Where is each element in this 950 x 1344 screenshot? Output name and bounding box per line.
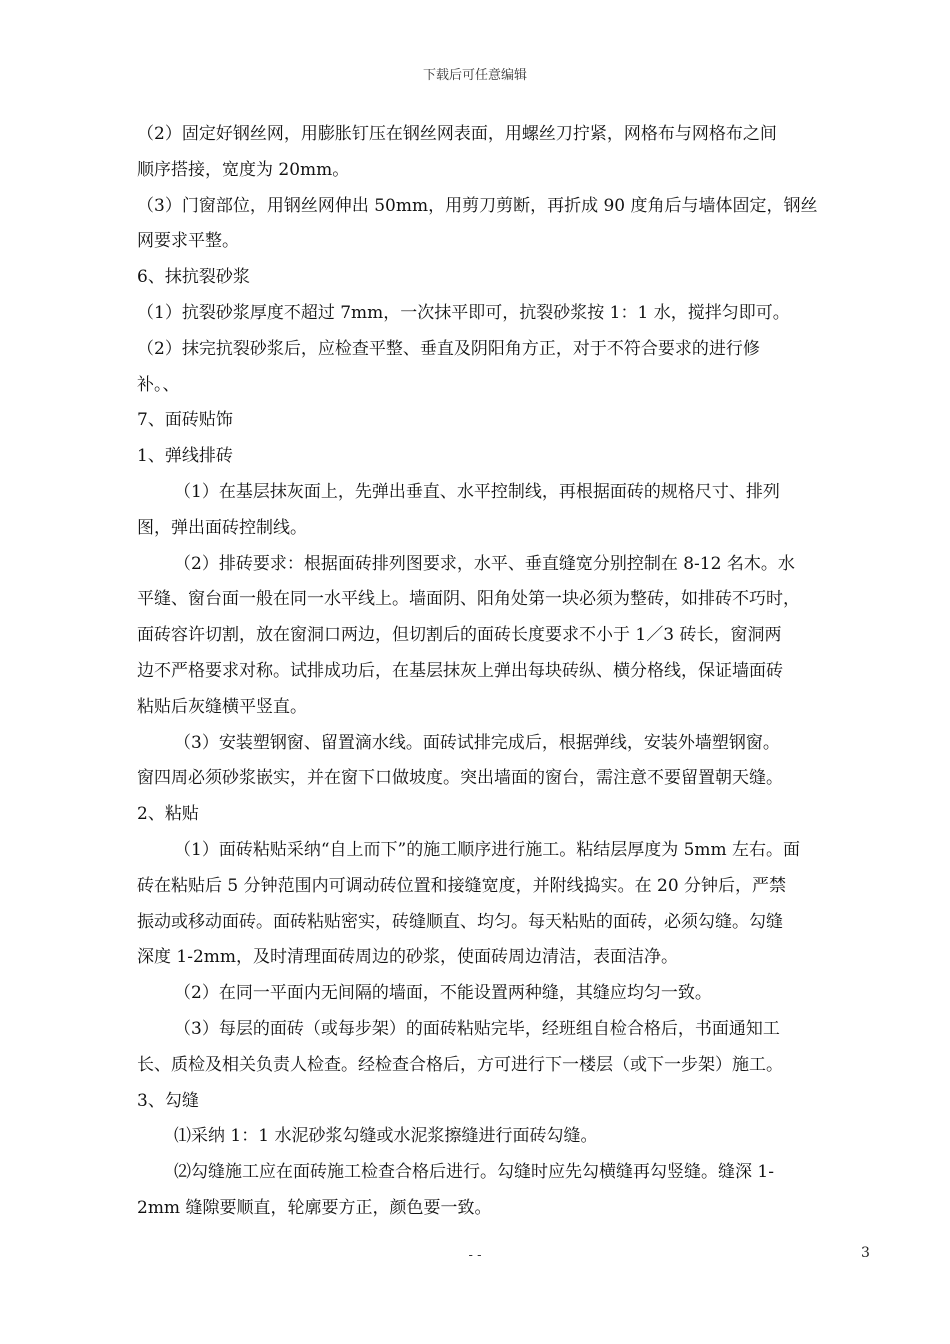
subsection-heading: 2、粘贴 (137, 804, 199, 825)
text-line: （3）安装塑钢窗、留置滴水线。面砖试排完成后，根据弹线，安装外墙塑钢窗。 (174, 732, 780, 753)
subsection-heading: 1、弹线排砖 (137, 446, 233, 467)
text-line: ⑵勾缝施工应在面砖施工检查合格后进行。勾缝时应先勾横缝再勾竖缝。缝深 1- (174, 1162, 774, 1183)
text-line: （3）门窗部位，用钢丝网伸出 50mm，用剪刀剪断，再折成 90 度角后与墙体固定，钢丝 (137, 195, 818, 216)
text-line: 网要求平整。 (137, 231, 239, 252)
text-line: （1）在基层抹灰面上，先弹出垂直、水平控制线，再根据面砖的规格尺寸、排列 (174, 481, 780, 502)
text-line: 粘贴后灰缝横平竖直。 (137, 696, 307, 717)
text-line: 平缝、窗台面一般在同一水平线上。墙面阴、阳角处第一块必须为整砖，如排砖不巧时， (137, 589, 800, 610)
text-line: （3）每层的面砖（或每步架）的面砖粘贴完毕，经班组自检合格后，书面通知工 (174, 1018, 780, 1039)
footer-center-mark: - - (468, 1248, 482, 1263)
document-body (137, 117, 877, 1227)
text-line: 图，弹出面砖控制线。 (137, 517, 307, 538)
text-line: 2mm 缝隙要顺直，轮廓要方正，颜色要一致。 (137, 1197, 492, 1218)
section-heading: 7、面砖贴饰 (137, 410, 233, 431)
section-heading: 6、抹抗裂砂浆 (137, 267, 250, 288)
text-line: 边不严格要求对称。试排成功后，在基层抹灰上弹出每块砖纵、横分格线，保证墙面砖 (137, 660, 783, 681)
text-line: 窗四周必须砂浆嵌实，并在窗下口做坡度。突出墙面的窗台，需注意不要留置朝天缝。 (137, 768, 783, 789)
header-note: 下载后可任意编辑 (422, 68, 527, 83)
text-line: 砖在粘贴后 5 分钟范围内可调动砖位置和接缝宽度，并附线捣实。在 20 分钟后，严禁 (137, 875, 787, 896)
text-line: 振动或移动面砖。面砖粘贴密实，砖缝顺直、均匀。每天粘贴的面砖，必须勾缝。勾缝 (137, 911, 783, 932)
text-line: 长、质检及相关负责人检查。经检查合格后，方可进行下一楼层（或下一步架）施工。 (137, 1054, 783, 1075)
text-line: （1）抗裂砂浆厚度不超过 7mm，一次抹平即可，抗裂砂浆按 1：1 水，搅拌匀即可。 (137, 302, 790, 323)
text-line: 补。、 (137, 374, 180, 395)
subsection-heading: 3、勾缝 (137, 1090, 199, 1111)
text-line: （2）抹完抗裂砂浆后，应检查平整、垂直及阴阳角方正，对于不符合要求的进行修 (137, 338, 760, 359)
text-line: （1）面砖粘贴采纳“自上而下”的施工顺序进行施工。粘结层厚度为 5mm 左右。面 (174, 839, 801, 860)
text-line: 深度 1-2mm，及时清理面砖周边的砂浆，使面砖周边清洁，表面洁净。 (137, 947, 679, 968)
text-line: （2）固定好钢丝网，用膨胀钉压在钢丝网表面，用螺丝刀拧紧，网格布与网格布之间 (137, 124, 777, 144)
page-number: 3 (861, 1245, 870, 1261)
text-line: 面砖容许切割，放在窗洞口两边，但切割后的面砖长度要求不小于 1／3 砖长，窗洞两 (137, 625, 782, 646)
text-line: ⑴采纳 1：1 水泥砂浆勾缝或水泥浆擦缝进行面砖勾缝。 (174, 1126, 598, 1147)
text-line: 顺序搭接，宽度为 20mm。 (137, 159, 350, 180)
text-line: （2）在同一平面内无间隔的墙面，不能设置两种缝，其缝应均匀一致。 (174, 983, 712, 1004)
text-line: （2）排砖要求：根据面砖排列图要求，水平、垂直缝宽分别控制在 8-12 名木。水 (174, 553, 795, 574)
